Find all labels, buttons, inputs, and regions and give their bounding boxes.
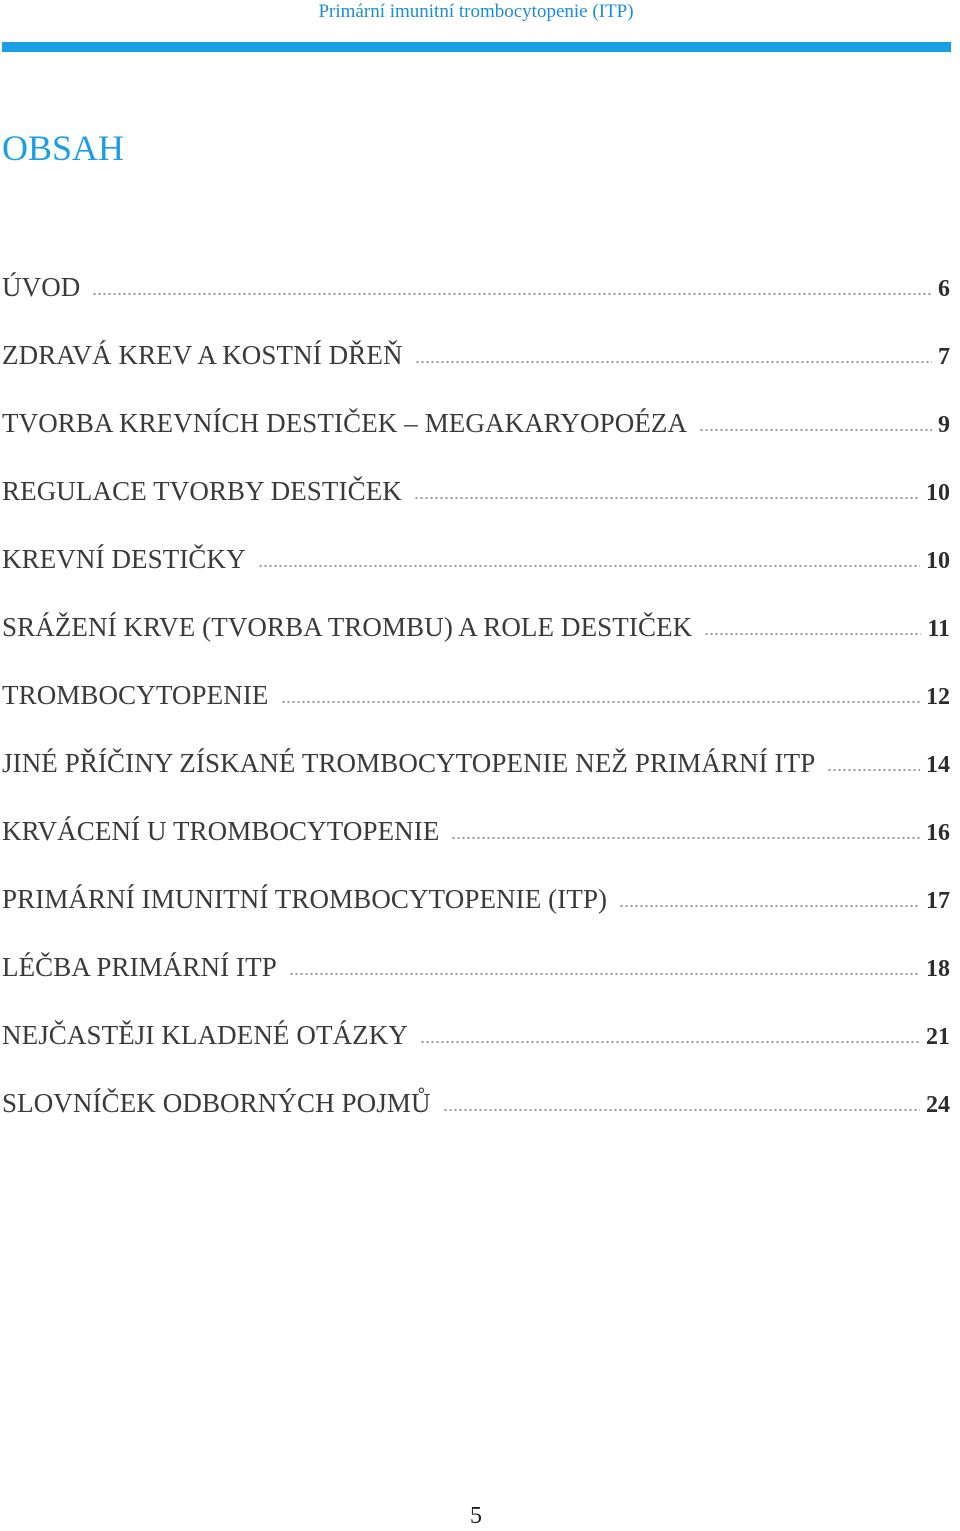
dot-leader <box>289 972 920 976</box>
toc-entry-label: PRIMÁRNÍ IMUNITNÍ TROMBOCYTOPENIE (ITP) <box>2 884 608 914</box>
toc-entry-primarni-itp[interactable] <box>2 874 950 942</box>
dot-leader <box>414 496 920 500</box>
dot-leader <box>258 564 920 568</box>
dot-leader <box>420 1040 920 1044</box>
toc-entry-label: ÚVOD <box>2 272 81 302</box>
toc-entry-lecba[interactable] <box>2 942 950 1010</box>
toc-entry-page: 16 <box>926 820 950 846</box>
dot-leader <box>415 360 932 364</box>
toc-entry-page: 17 <box>926 888 950 914</box>
toc-entry-megakaryopoeza[interactable] <box>2 398 950 466</box>
toc-entry-page: 18 <box>926 956 950 982</box>
toc-entry-label: KREVNÍ DESTIČKY <box>2 544 246 574</box>
toc-entry-zdrava-krev[interactable] <box>2 330 950 398</box>
toc-entry-label: KRVÁCENÍ U TROMBOCYTOPENIE <box>2 816 440 846</box>
page-number: 5 <box>470 1503 482 1529</box>
toc-entry-page: 11 <box>927 616 950 642</box>
toc-title: OBSAH <box>2 128 125 168</box>
toc-entry-trombocytopenie[interactable] <box>2 670 950 738</box>
toc-entry-jine-priciny[interactable] <box>2 738 950 806</box>
dot-leader <box>281 700 920 704</box>
toc-entry-label: SLOVNÍČEK ODBORNÝCH POJMŮ <box>2 1088 431 1118</box>
toc-entry-page: 24 <box>926 1092 950 1118</box>
toc-entry-page: 10 <box>926 480 950 506</box>
dot-leader <box>699 428 932 432</box>
toc-entry-label: TROMBOCYTOPENIE <box>2 680 269 710</box>
toc-entry-regulace[interactable] <box>2 466 950 534</box>
running-header: Primární imunitní trombocytopenie (ITP) <box>318 1 634 22</box>
toc-entry-krvaceni[interactable] <box>2 806 950 874</box>
toc-entry-label: ZDRAVÁ KREV A KOSTNÍ DŘEŇ <box>2 340 403 370</box>
toc-entry-label: NEJČASTĚJI KLADENÉ OTÁZKY <box>2 1020 408 1050</box>
toc-entry-page: 12 <box>926 684 950 710</box>
toc-entry-label: REGULACE TVORBY DESTIČEK <box>2 476 402 506</box>
dot-leader <box>451 836 920 840</box>
dot-leader <box>619 904 920 908</box>
toc-entry-label: SRÁŽENÍ KRVE (TVORBA TROMBU) A ROLE DESTIČEK <box>2 612 693 642</box>
toc-entry-label: LÉČBA PRIMÁRNÍ ITP <box>2 952 277 982</box>
toc-entry-page: 9 <box>938 412 950 438</box>
header-rule <box>2 42 951 52</box>
toc-entry-page: 10 <box>926 548 950 574</box>
dot-leader <box>704 632 921 636</box>
toc-entry-label: JINÉ PŘÍČINY ZÍSKANÉ TROMBOCYTOPENIE NEŽ PRIMÁRNÍ ITP <box>2 748 816 778</box>
toc-entry-page: 6 <box>938 276 950 302</box>
toc-entry-krevni-desticky[interactable] <box>2 534 950 602</box>
toc-entry-uvod[interactable] <box>2 262 950 330</box>
toc-entry-page: 21 <box>926 1024 950 1050</box>
toc-entry-page: 14 <box>926 752 950 778</box>
dot-leader <box>92 292 932 296</box>
toc-entry-srazeni-krve[interactable] <box>2 602 950 670</box>
toc-entry-otazky[interactable] <box>2 1010 950 1078</box>
toc-entry-label: TVORBA KREVNÍCH DESTIČEK – MEGAKARYOPOÉZA <box>2 408 688 438</box>
dot-leader <box>443 1108 920 1112</box>
toc-entry-page: 7 <box>938 344 950 370</box>
toc-list <box>2 262 950 1146</box>
dot-leader <box>827 768 920 772</box>
toc-entry-slovnicek[interactable] <box>2 1078 950 1146</box>
